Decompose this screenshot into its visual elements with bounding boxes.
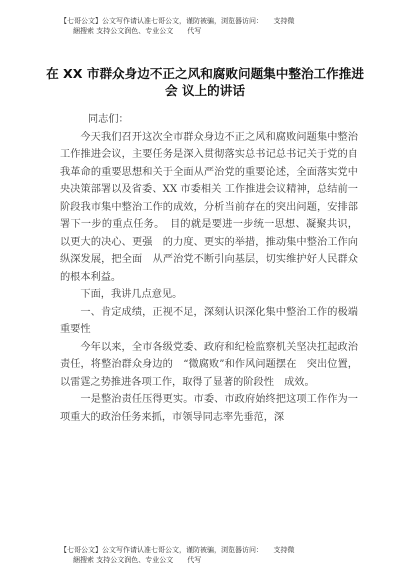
- footer-line-2: 綑搜索 支持公文润色、专业公文 代写: [66, 556, 202, 564]
- document-title: [20, 65, 390, 99]
- page-header-watermark: [60, 16, 360, 36]
- title-line-1: 在 XX 市群众身边不正之风和腐败问题集中整治工作推进: [46, 66, 364, 81]
- paragraph-points-intro: 下面，我讲几点意见。: [80, 289, 183, 300]
- document-body: [60, 111, 358, 426]
- paragraph-intro: 今天我们召开这次全市群众身边不正之风和腐败问题集中整治工作推进会议，主要任务是深入贯彻落实总书记总书记关于党的自我革命的重要思想和关于全面从严治党的重要论述，全面落实党中央决策部署以及省委、XX 市委相关 工作推进会议精神，总结前一阶段我市集中整治工作的成效，分析当前存在的突出问题，安排部署下一步的重点任务。 目的就是要进一步统一思想、凝聚共识，以更大的决心、更强 的力度、更实的举措，推动集中整治工作向纵深发展，把全面 从严治党不断引向基层，切实维护好人民群众的根本利益。: [60, 131, 358, 283]
- title-line-2: 会 议上的讲话: [165, 83, 245, 98]
- paragraph-responsibility: 一是整治责任压得更实。市委、市政府始终把这项工作作为一项重大的政治任务来抓，市领导同志率先垂范，深: [60, 394, 358, 423]
- header-line-2: 綑搜索 支持公文润色、专业公文 代写: [66, 27, 202, 35]
- section-heading-1: 一、肯定成绩，正视不足，深刻认识深化集中整治工作的极端重要性: [60, 306, 358, 335]
- paragraph-achievements: 今年以来，全市各级党委、政府和纪检监察机关坚决扛起政治责任，将整治群众身边的 “微腐败”和作风问题摆在 突出位置，以雷霆之势推进各项工作，取得了显著的阶段性 成效。: [60, 341, 358, 388]
- page-footer-watermark: [60, 545, 360, 565]
- header-line-1: 【七哥公文】公文写作请认准七哥公文，谨防被骗，浏览器访问： 支持微: [60, 17, 295, 25]
- greeting: 同志们：: [88, 114, 129, 125]
- footer-line-1: 【七哥公文】公文写作请认准七哥公文，谨防被骗，浏览器访问： 支持微: [60, 546, 295, 554]
